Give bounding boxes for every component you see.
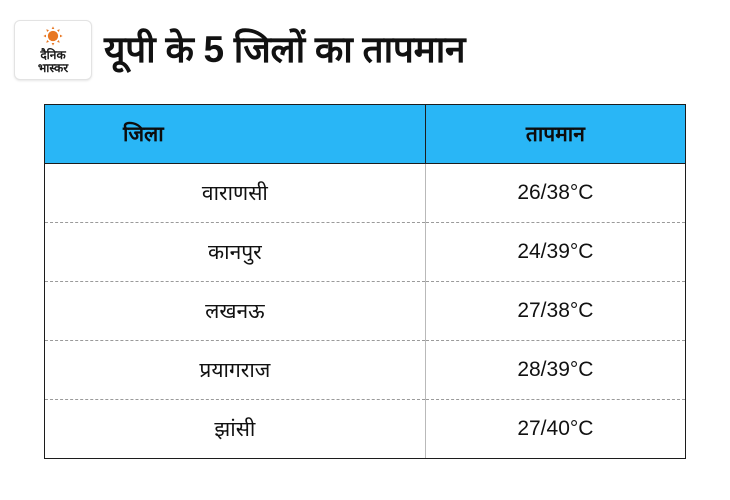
temperature-table: [44, 104, 686, 459]
cell-temperature: 27/40°C: [425, 400, 685, 459]
cell-district: लखनऊ: [45, 282, 425, 341]
header: [0, 0, 730, 86]
page-title: यूपी के 5 जिलों का तापमान: [104, 28, 466, 70]
table-row: [45, 223, 685, 282]
column-header-district: जिला: [45, 105, 425, 164]
table-row: [45, 341, 685, 400]
cell-district: कानपुर: [45, 223, 425, 282]
cell-district: झांसी: [45, 400, 425, 459]
cell-district: वाराणसी: [45, 164, 425, 223]
table-header-row: [45, 105, 685, 164]
cell-temperature: 26/38°C: [425, 164, 685, 223]
table-row: [45, 282, 685, 341]
column-header-temperature: तापमान: [425, 105, 685, 164]
brand-logo: [14, 20, 92, 80]
brand-logo-line2: भास्कर: [37, 60, 69, 75]
table-row: [45, 164, 685, 223]
cell-district: प्रयागराज: [45, 341, 425, 400]
sun-logo-icon: [43, 26, 63, 46]
brand-logo-line1: दैनिक: [40, 47, 66, 62]
table-row: [45, 400, 685, 459]
cell-temperature: 24/39°C: [425, 223, 685, 282]
cell-temperature: 28/39°C: [425, 341, 685, 400]
cell-temperature: 27/38°C: [425, 282, 685, 341]
